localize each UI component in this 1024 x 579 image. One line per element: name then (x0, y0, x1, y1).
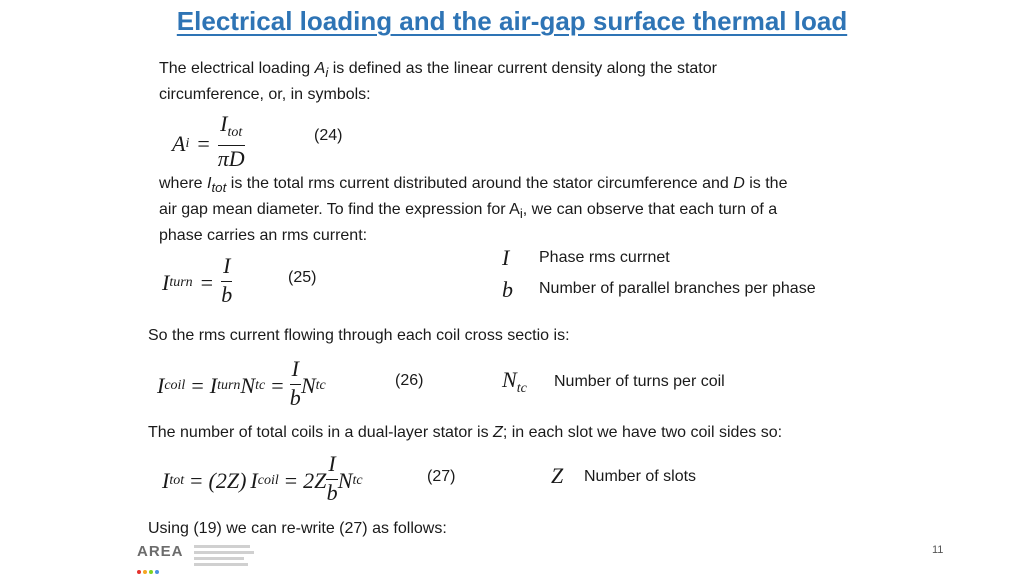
eq26-fraction (290, 357, 301, 414)
eq27-equals-2: = (284, 467, 298, 493)
legend25-text-b: Number of parallel branches per phase (539, 280, 816, 297)
eq24-number: (24) (314, 127, 343, 144)
where-paragraph (159, 173, 879, 247)
legend25-symbol-b: b (502, 277, 513, 302)
intro-text-b: is defined as the linear current density along the stator (328, 60, 717, 77)
legend25-text-i: Phase rms currnet (539, 249, 670, 266)
where-line-3: phase carries an rms current: (159, 227, 368, 245)
eq27-equals-1: = (190, 467, 203, 493)
eq25-lhs: I (162, 269, 170, 295)
eq25-den: b (221, 282, 233, 307)
area-logo-dots (137, 561, 184, 579)
eq26-lhs: I (157, 372, 165, 398)
total-text-z: Z (493, 424, 503, 441)
eq24-den-pi: π (217, 146, 229, 171)
eq27-term-n-sub: tc (352, 472, 363, 488)
where-symbol-sub: tot (211, 180, 227, 196)
eq27-paren: (2Z) (208, 467, 247, 493)
eq26-term-n-sub: tc (255, 377, 266, 393)
eq27-num: I (328, 451, 336, 476)
eq26-lhs-sub: coil (164, 377, 186, 393)
eq24-num-sub: tot (227, 125, 243, 140)
eq27-den: b (326, 480, 338, 505)
eq25-number: (25) (288, 269, 317, 286)
eq26-equals-2: = (271, 372, 284, 398)
equation-26 (157, 357, 326, 414)
where-text-d: air gap mean diameter. To find the expression for A (159, 201, 520, 219)
legend26-symbol-sub: tc (516, 381, 527, 396)
eq26-term-n2-sub: tc (315, 377, 326, 393)
eq26-num: I (291, 356, 299, 381)
coil-text: So the rms current flowing through each coil cross sectio is: (148, 327, 570, 344)
equation-24 (172, 112, 245, 175)
eq26-den: b (289, 385, 301, 410)
eq24-lhs: A (172, 130, 186, 156)
eq25-fraction (221, 254, 232, 311)
page-number: 11 (932, 544, 944, 556)
legend27-text: Number of slots (584, 468, 697, 485)
intro-symbol-sub: i (325, 65, 329, 81)
eq27-lhs: I (162, 467, 170, 493)
eq27-lhs-sub: tot (169, 472, 185, 488)
footer-text: Using (19) we can re-write (27) as follows: (148, 520, 447, 537)
intro-line-2: circumference, or, in symbols: (159, 86, 371, 104)
eq26-term-n2: N (300, 372, 316, 398)
where-text-e: , we can observe that each turn of a (522, 201, 778, 219)
total-coils-text (148, 422, 782, 444)
intro-line-1 (159, 58, 859, 84)
legend26-symbol-n: N (502, 367, 517, 392)
equation-27 (162, 452, 363, 509)
legend26-text: Number of turns per coil (554, 373, 725, 390)
eq27-term-i: I (250, 467, 258, 493)
where-line-2 (159, 199, 879, 225)
intro-symbol: A (314, 60, 326, 77)
where-line-1 (159, 173, 879, 199)
eq26-equals-1: = (191, 372, 204, 398)
where-text-c: is the (744, 175, 788, 192)
eq25-num: I (223, 253, 231, 278)
intro-text-a: The electrical loading (159, 60, 315, 77)
area-logo-text: AREA (137, 543, 184, 560)
eq24-den-d: D (228, 146, 245, 171)
equation-25 (162, 254, 232, 311)
eq26-term-i-sub: turn (217, 377, 241, 393)
eq27-term-n: N (337, 467, 353, 493)
partner-logo (194, 545, 254, 569)
eq27-coef: 2Z (303, 467, 327, 493)
where-ai-sub: i (519, 206, 523, 222)
eq27-fraction (326, 452, 337, 509)
slide-title-text: Electrical loading and the air-gap surface thermal load (176, 6, 848, 36)
eq24-num: I (220, 111, 228, 136)
total-text-b: ; in each slot we have two coil sides so: (502, 424, 783, 441)
eq24-fraction (218, 112, 245, 175)
area-logo (137, 543, 184, 579)
total-text-a: The number of total coils in a dual-layer stator is (148, 424, 494, 441)
where-text-a: where (159, 175, 208, 192)
where-text-b: is the total rms current distributed around the stator circumference and (226, 175, 734, 192)
eq27-term-i-sub: coil (257, 472, 279, 488)
eq24-equals: = (197, 130, 210, 156)
eq26-term-i: I (209, 372, 218, 398)
legend26-symbol (502, 367, 527, 397)
eq25-lhs-sub: turn (169, 274, 193, 290)
eq27-number: (27) (427, 468, 456, 485)
legend27-symbol: Z (551, 463, 564, 488)
legend25-symbol-i: I (502, 245, 510, 270)
eq24-lhs-sub: i (185, 135, 190, 151)
eq26-term-n: N (240, 372, 256, 398)
where-symbol: I (207, 175, 212, 192)
intro-paragraph (159, 58, 859, 106)
eq26-number: (26) (395, 372, 424, 389)
slide-title (0, 6, 1024, 37)
where-d-symbol: D (733, 175, 745, 192)
eq25-equals: = (200, 269, 214, 295)
